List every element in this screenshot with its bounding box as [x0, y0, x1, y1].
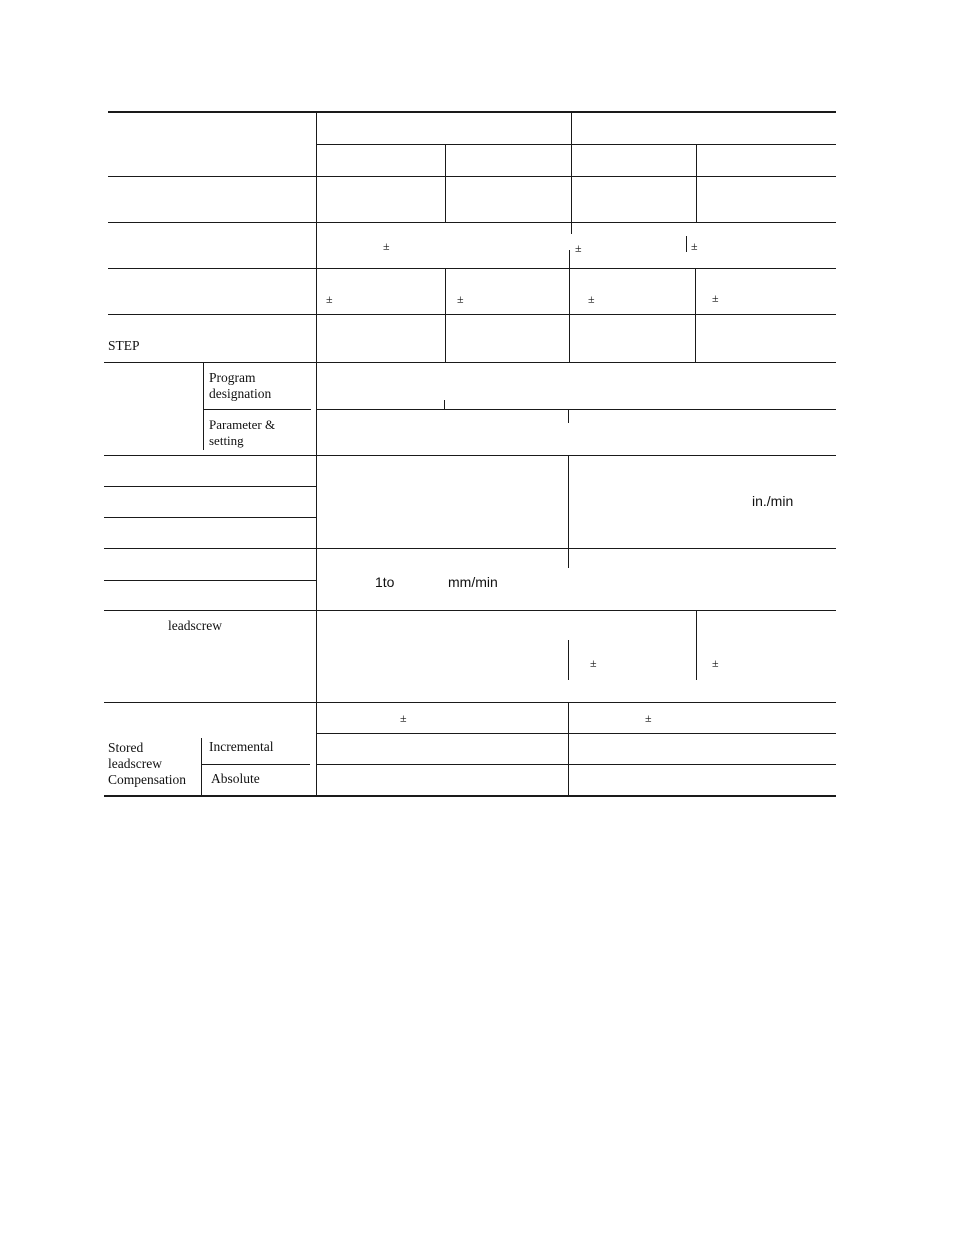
- plus-minus-symbol: ±: [712, 656, 719, 670]
- sub-row-rule: [202, 764, 310, 765]
- plus-minus-symbol: ±: [588, 292, 595, 306]
- group-divider: [569, 250, 570, 362]
- row-rule: [316, 764, 836, 765]
- group-divider: [571, 111, 572, 234]
- plus-minus-symbol: ±: [457, 292, 464, 306]
- label-rule: [104, 517, 316, 518]
- row-rule: [104, 455, 836, 456]
- sub-column-rule: [696, 144, 697, 222]
- plus-minus-symbol: ±: [645, 711, 652, 725]
- leadscrew-label: leadscrew: [168, 618, 222, 633]
- plus-minus-symbol: ±: [712, 291, 719, 305]
- group-divider: [568, 455, 569, 548]
- table-bottom-rule: [104, 795, 836, 797]
- group-divider-stub: [568, 640, 569, 680]
- incremental-label: Incremental: [209, 739, 274, 754]
- sub-column-stub: [686, 236, 687, 252]
- row-rule: [104, 362, 836, 363]
- plus-minus-symbol: ±: [326, 292, 333, 306]
- plus-minus-symbol: ±: [400, 711, 407, 725]
- stored-leadscrew-compensation-label: Stored leadscrew Compensation: [108, 740, 186, 787]
- row-rule: [104, 610, 836, 611]
- sub-column-rule: [695, 268, 696, 362]
- row-rule: [108, 222, 836, 223]
- feed-inch-unit: in./min: [752, 493, 794, 509]
- header-bottom-rule: [108, 176, 836, 177]
- sub-row-rule: [204, 409, 311, 410]
- row-rule: [316, 733, 836, 734]
- group-divider-stub: [568, 409, 569, 423]
- sub-label-rule: [201, 738, 202, 795]
- absolute-label: Absolute: [211, 771, 260, 786]
- plus-minus-symbol: ±: [383, 239, 390, 253]
- sub-column-stub: [444, 400, 445, 409]
- row-rule: [104, 702, 836, 703]
- plus-minus-symbol: ±: [575, 241, 582, 255]
- program-designation-label: Program designation: [209, 370, 272, 401]
- sub-label-rule: [203, 362, 204, 450]
- sub-column-rule: [696, 610, 697, 680]
- row-rule: [104, 548, 836, 549]
- feed-metric-from: 1to: [375, 574, 395, 590]
- sub-column-rule: [445, 268, 446, 362]
- header-sub-rule: [316, 144, 836, 145]
- row-rule: [108, 314, 836, 315]
- table-top-rule: [108, 111, 836, 113]
- step-label: STEP: [108, 338, 140, 353]
- label-column-rule: [316, 111, 317, 796]
- row-rule: [108, 268, 836, 269]
- row-rule: [316, 409, 836, 410]
- label-rule: [104, 486, 316, 487]
- feed-metric-unit: mm/min: [448, 574, 498, 590]
- group-divider: [568, 702, 569, 795]
- label-rule: [104, 580, 316, 581]
- parameter-setting-label: Parameter & setting: [209, 417, 276, 448]
- group-divider-stub: [568, 548, 569, 568]
- plus-minus-symbol: ±: [691, 239, 698, 253]
- sub-column-rule: [445, 144, 446, 222]
- plus-minus-symbol: ±: [590, 656, 597, 670]
